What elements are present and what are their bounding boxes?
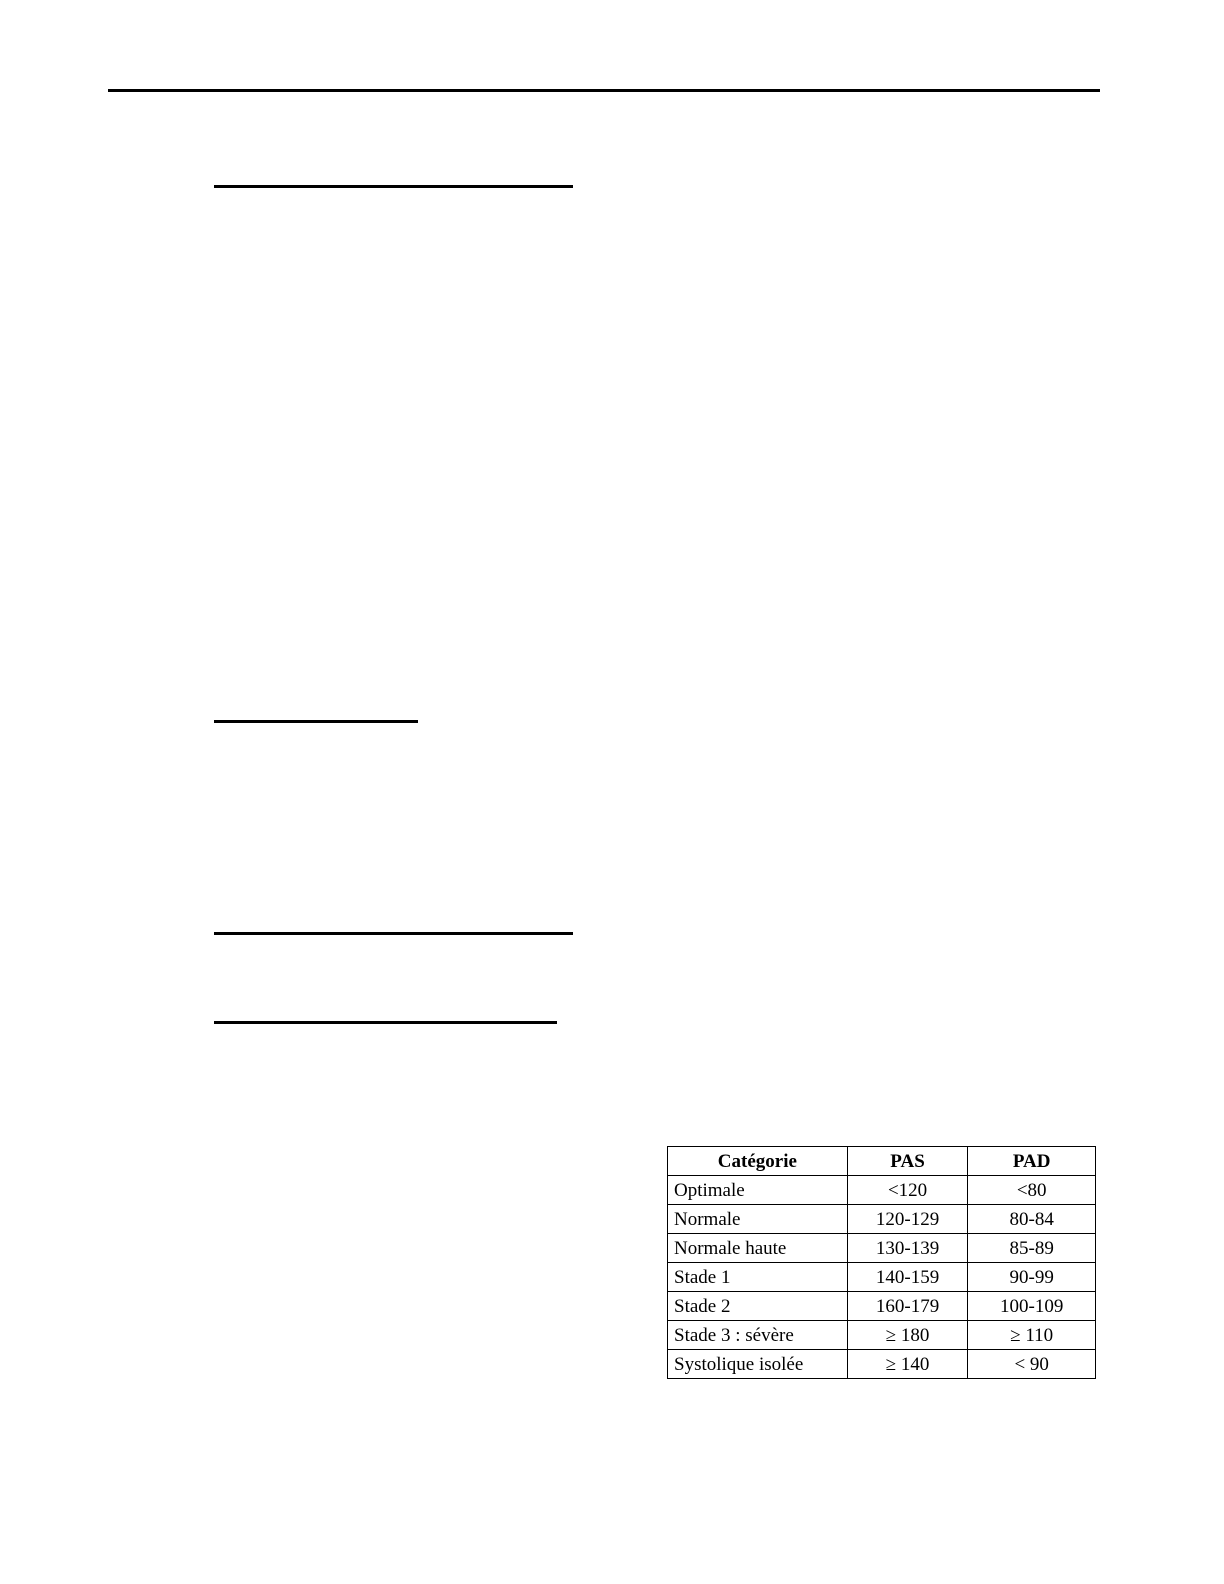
pas-cell: <120 <box>847 1176 968 1205</box>
category-cell: Optimale <box>668 1176 848 1205</box>
pas-cell: 130-139 <box>847 1234 968 1263</box>
category-cell: Stade 1 <box>668 1263 848 1292</box>
column-header-pad: PAD <box>968 1147 1096 1176</box>
table-header-row <box>668 1147 1096 1176</box>
pad-cell: < 90 <box>968 1350 1096 1379</box>
category-cell: Systolique isolée <box>668 1350 848 1379</box>
pad-cell: 100-109 <box>968 1292 1096 1321</box>
table-row <box>668 1292 1096 1321</box>
section-heading-underline <box>214 932 573 935</box>
pas-cell: 140-159 <box>847 1263 968 1292</box>
section-heading-underline <box>214 185 573 188</box>
category-cell: Stade 2 <box>668 1292 848 1321</box>
table-row <box>668 1263 1096 1292</box>
pas-cell: 160-179 <box>847 1292 968 1321</box>
category-cell: Normale <box>668 1205 848 1234</box>
table-row <box>668 1234 1096 1263</box>
table-row <box>668 1205 1096 1234</box>
category-cell: Normale haute <box>668 1234 848 1263</box>
table-row <box>668 1321 1096 1350</box>
section-heading-underline <box>214 1021 557 1024</box>
pas-cell: 120-129 <box>847 1205 968 1234</box>
blood-pressure-classification-table <box>667 1146 1096 1379</box>
page-header-rule <box>108 89 1100 92</box>
table-row <box>668 1176 1096 1205</box>
pas-cell: ≥ 140 <box>847 1350 968 1379</box>
pad-cell: ≥ 110 <box>968 1321 1096 1350</box>
category-cell: Stade 3 : sévère <box>668 1321 848 1350</box>
column-header-categorie: Catégorie <box>668 1147 848 1176</box>
pad-cell: 90-99 <box>968 1263 1096 1292</box>
pad-cell: <80 <box>968 1176 1096 1205</box>
column-header-pas: PAS <box>847 1147 968 1176</box>
pas-cell: ≥ 180 <box>847 1321 968 1350</box>
pad-cell: 85-89 <box>968 1234 1096 1263</box>
section-heading-underline <box>214 720 418 723</box>
pad-cell: 80-84 <box>968 1205 1096 1234</box>
table-row <box>668 1350 1096 1379</box>
